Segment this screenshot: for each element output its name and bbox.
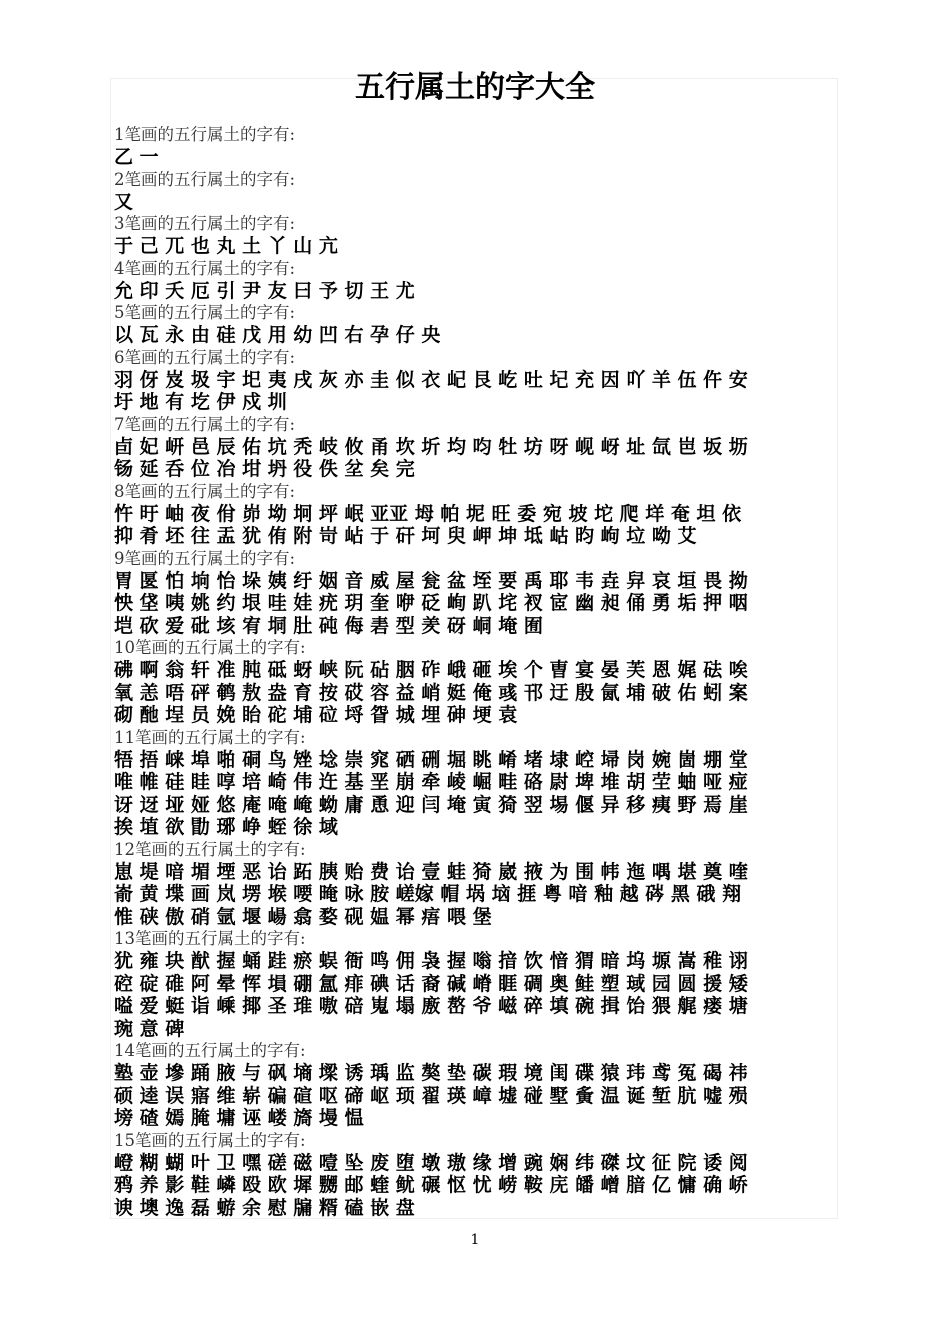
stroke-section-heading: 13笔画的五行属土的字有: xyxy=(114,929,306,948)
stroke-section-heading: 10笔画的五行属土的字有: xyxy=(114,638,306,657)
stroke-section-characters: 犹 雍 块 猷 握 蛹 跬 瘀 蜈 衙 鸣 佣 袅 握 嗡 揞 饮 愔 猬 暗 坞 塬 嵩 稚 诩 硿 碇 碓 阿 晕 恽 塤 硼 氲 痱 碘 话 裔 碱 嵴 睚 碉 奥 鲑 塑 琙 园 圆 援 矮 嗌 爱 蜓 诣 嵊 揶 圣 琟 嗷 碚 嵬 塌 廒 嶅 爷 嵫 碎 填 碗 揖 饴 猥 艉 瘘 塘 琬 意 碑 xyxy=(114,950,748,1040)
stroke-section-heading: 8笔画的五行属土的字有: xyxy=(114,481,296,501)
stroke-section-characters: 忤 旴 岫 夜 佾 峁 坳 坰 坪 岷 亚亚 坶 帕 坭 旺 委 宛 坡 坨 爬 垟 奄 坦 依 抑 肴 坯 往 盂 犹 侑 附 岢 岾 于 矸 坷 臾 岬 坤 坻 岵 昀 岣 垃 呦 艾 xyxy=(114,502,742,547)
stroke-section-characters: 卣 妃 岍 邑 辰 佑 坑 秃 岐 攸 甬 坎 圻 均 呁 牡 坊 呀 岘 岈 址 氙 岜 坂 坜 钖 延 呑 位 冶 坩 坍 役 佚 坌 矣 完 xyxy=(114,435,748,480)
stroke-section-heading: 11笔画的五行属土的字有: xyxy=(114,727,306,747)
stroke-section-heading: 15笔画的五行属土的字有: xyxy=(114,1130,306,1150)
stroke-section-characters: 塾 壶 墋 踊 腋 与 砜 墒 墚 诱 瑀 监 獒 垫 碳 瑕 境 闺 碟 猿 玮 鸢 冤 碣 祎 硕 逵 误 寤 维 崭 碥 碹 呕 碲 岖 顼 翟 瑛 嶂 墟 碰 墅 夤 温 诞 堑 肮 嘘 殒 塝 碴 嫣 腌 墉 诬 嵝 旖 墁 愠 xyxy=(114,1062,748,1129)
stroke-section-characters: 乙 一 xyxy=(114,146,159,168)
stroke-section-characters: 崽 堤 喑 堳 堙 恶 诒 跖 胰 贻 费 诒 壹 蛙 猗 崴 掖 为 围 帏 迤 喁 堪 奠 喹 嵛 黄 堞 画 岚 塄 堠 喓 晻 咏 胺 嵯嫁 帽 埚 垴 捱 粤 喑 釉 越 硶 黑 硪 翔 惟 硖 傲 硝 氩 堰 崵 翕 婺 砚 媪 幂 痦 喂 堡 xyxy=(114,860,748,928)
stroke-section-heading: 14笔画的五行属土的字有: xyxy=(114,1041,306,1060)
stroke-section-characters: 又 xyxy=(114,190,134,213)
stroke-section-heading: 5笔画的五行属土的字有: xyxy=(114,303,296,322)
stroke-section-heading: 3笔画的五行属土的字有: xyxy=(114,214,296,233)
stroke-section-heading: 1笔画的五行属土的字有: xyxy=(114,125,296,144)
stroke-section-heading: 9笔画的五行属土的字有: xyxy=(114,548,296,568)
stroke-section-characters: 于 己 兀 也 丸 土 丫 山 亢 xyxy=(114,235,338,257)
stroke-section-heading: 6笔画的五行属土的字有: xyxy=(114,347,296,367)
stroke-section-characters: 牾 捂 崃 埠 啪 硐 鸟 矬 埝 崇 窕 硒 硎 堀 眺 崤 堵 埭 崆 埽 岗 婉 崮 堋 堂 唯 帷 硅 眭 啍 培 崎 伟 迕 基 垩 崩 牵 崚 崛 畦 硌 尉 埤 堆 胡 茔 蚰 哑 痖 讶 迓 垭 娅 悠 庵 唵 崦 蚴 庸 恿 迎 闫 埯 寅 猗 翌 埸 偃 异 移 痍 野 焉 崖 挨 埴 欲 勖 琊 峥 蛭 徐 域 xyxy=(114,748,748,838)
stroke-section-heading: 4笔画的五行属土的字有: xyxy=(114,258,296,278)
stroke-section-heading: 2笔画的五行属土的字有: xyxy=(114,169,296,189)
stroke-section-heading: 12笔画的五行属土的字有: xyxy=(114,839,306,859)
stroke-section-characters: 砩 啊 翁 轩 准 肫 砥 蚜 峡 阮 砧 胭 砟 峨 砸 埃 个 曺 宴 晏 芙 恩 娓 砝 唉 氧 恙 唔 砰 鹌 敖 盎 育 按 砹 容 益 峭 娗 俺 彧 邗 迂 殷 氤 埔 破 佑 蚓 案 砌 酏 埕 员 娩 眙 砣 埔 砬 埒 眢 城 埋 砷 埂 袁 xyxy=(114,659,748,726)
stroke-section-characters: 羽 伢 岌 圾 宇 圯 夷 戌 灰 亦 圭 似 衣 屺 艮 屹 吐 圮 充 因 吖 羊 伍 仵 安 圩 地 有 圪 伊 戍 圳 xyxy=(114,368,748,413)
stroke-section-heading: 7笔画的五行属土的字有: xyxy=(114,414,296,434)
page-number: 1 xyxy=(470,1232,480,1248)
document-title: 五行属土的字大全 xyxy=(355,70,595,105)
stroke-section-characters: 以 瓦 永 由 硅 戊 用 幼 凹 右 孕 仔 央 xyxy=(114,324,441,346)
stroke-section-characters: 允 印 夭 厄 引 尹 友 曰 予 切 王 尤 xyxy=(114,279,415,302)
document-body xyxy=(114,124,834,1219)
stroke-section-characters: 胃 匽 怕 垧 怡 垛 姨 纡 姻 音 威 屋 瓮 盆 垤 要 禹 耶 韦 垚 舁 哀 垣 畏 拗 怏 垡 咦 姚 约 垠 哇 娃 疣 玥 奎 咿 砭 峋 趴 垞 衩 宧 幽 昶 俑 勇 垢 押 咽 垲 砍 爱 砒 垓 宥 垌 肚 砘 侮 砉 型 羑 砑 峒 埯 囿 xyxy=(114,569,748,637)
stroke-section-characters: 嶝 糊 蝴 叶 卫 嘿 磋 磁 噎 坠 废 堕 墩 璈 缘 增 豌 娴 纬 磔 坟 征 院 诿 阅 鸦 养 影 鞋 嶙 殴 欧 墀 嬲 邮 蝰 鱿 碾 怄 忧 崂 鞍 庑 皤 嶒 腤 亿 慵 确 峤 谀 墺 逸 磊 蝣 余 慰 牖 糈 磕 嵌 盘 xyxy=(114,1151,748,1219)
